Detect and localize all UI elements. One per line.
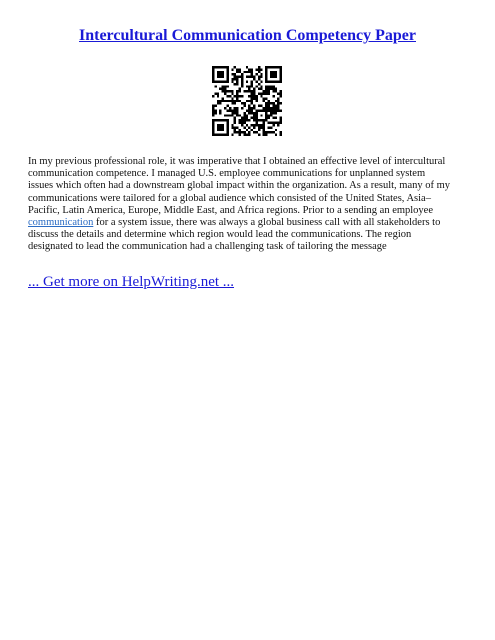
paragraph-line: communications were tailored for a global audience which consisted of the United States, Asia– xyxy=(28,192,431,204)
paragraph-line: In my previous professional role, it was imperative that I obtained an effective level of intercultural xyxy=(28,156,446,167)
paragraph-line: designated to lead the communication had a challenging task of tailoring the message xyxy=(28,241,387,253)
communication-inline-link[interactable]: communication xyxy=(28,217,94,229)
paragraph-line xyxy=(28,217,473,229)
paragraph-line: communication competence. I managed U.S. employee communications for unplanned system xyxy=(28,168,426,180)
document-title-link[interactable]: Intercultural Communication Competency Paper xyxy=(79,27,416,44)
paragraph-line-rest: for a system issue, there was always a global business call with all stakeholders to xyxy=(93,217,441,229)
paragraph-line: Pacific, Latin America, Europe, Middle East, and Africa regions. Prior to a sending an employee xyxy=(28,204,434,216)
paragraph-line: discuss the details and determine which region would lead the communications. The region xyxy=(28,229,412,241)
paragraph-line: issues which often had a downstream global impact within the organization. As a result, many of my xyxy=(28,180,451,192)
get-more-link[interactable]: ... Get more on HelpWriting.net ... xyxy=(28,274,235,290)
qr-code-icon xyxy=(212,66,282,136)
document-body-paragraph xyxy=(28,156,473,254)
